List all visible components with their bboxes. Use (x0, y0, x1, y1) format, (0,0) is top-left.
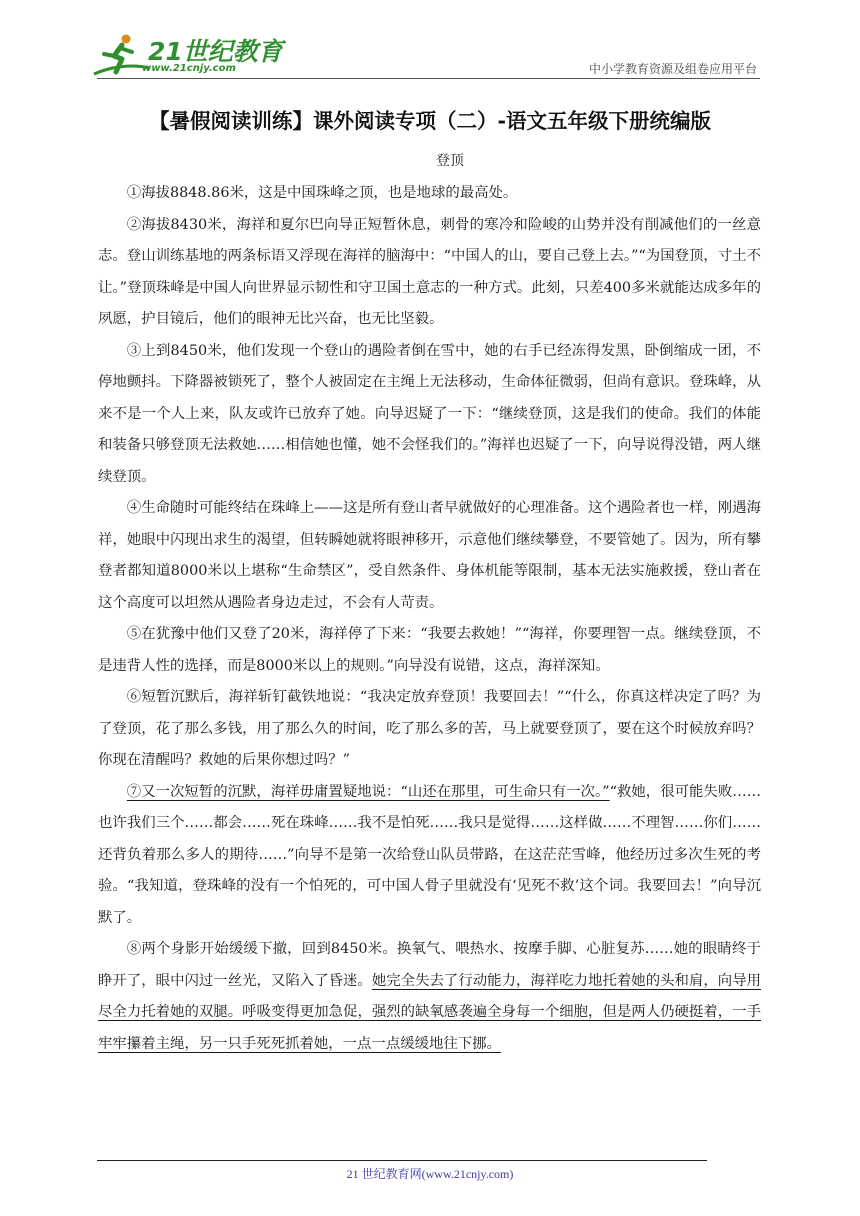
paragraph-1: ①海拔8848.86米，这是中国珠峰之顶，也是地球的最高处。 (126, 185, 518, 201)
paragraph-5: ⑤在犹豫中他们又登了20米，海祥停了下来：“我要去救她！”“海祥，你要理智一点。继续登顶，不是违背人性的选择，而是8000米以上的规则。”向导没有说错，这点，海祥深知。 (98, 626, 761, 674)
paragraph-6: ⑥短暂沉默后，海祥斩钉截铁地说：“我决定放弃登顶！我要回去！”“什么，你真这样决定了吗？为了登顶，花了那么多钱，用了那么久的时间，吃了那么多的苦，马上就要登顶了，要在这个时候放弃吗？你现在清醒吗？救她的后果你想过吗？” (98, 689, 761, 768)
page-header (0, 0, 860, 92)
article-title: 登顶 (436, 153, 464, 169)
platform-name: 中小学教育资源及组卷应用平台 (588, 62, 757, 76)
site-logo (92, 32, 283, 80)
paragraph-2: ②海拔8430米，海祥和夏尔巴向导正短暂休息，刺骨的寒冷和险峻的山势并没有削减他们的一丝意志。登山训练基地的两条标语又浮现在海祥的脑海中：“中国人的山，要自己登上去。”“为国登顶，寸土不让。”登顶珠峰是中国人向世界显示韧性和守卫国土意志的一种方式。此刻，只差400多米就能达成多年的夙愿，护目镜后，他们的眼神无比兴奋，也无比坚毅。 (98, 216, 761, 327)
document-title: 【暑假阅读训练】课外阅读专项（二）-语文五年级下册统编版 (148, 109, 711, 133)
paragraph-4: ④生命随时可能终结在珠峰上——这是所有登山者早就做好的心理准备。这个遇险者也一样，刚遇海祥，她眼中闪现出求生的渴望，但转瞬她就将眼神移开，示意他们继续攀登，不要管她了。因为，所有攀登者都知道8000米以上堪称“生命禁区”，受自然条件、身体机能等限制，基本无法实施救援，登山者在这个高度可以坦然从遇险者身边走过，不会有人苛责。 (98, 500, 761, 611)
logo-url: www.21cnjy.com (142, 63, 236, 74)
logo-text: 21世纪教育 (148, 37, 283, 66)
paragraph-3: ③上到8450米，他们发现一个登山的遇险者倒在雪中，她的右手已经冻得发黑，卧倒缩成一团，不停地颤抖。下降器被锁死了，整个人被固定在主绳上无法移动，生命体征微弱，但尚有意识。登珠峰，从来不是一个人上来，队友或许已放弃了她。向导迟疑了一下：“继续登顶，这是我们的使命。我们的体能和装备只够登顶无法救她……相信她也懂，她不会怪我们的。”海祥也迟疑了一下，向导说得没错，两人继续登顶。 (98, 342, 761, 485)
page-footer: 21 世纪教育网(www.21cnjy.com) (346, 1167, 514, 1181)
paragraph-7 (98, 777, 761, 935)
header-divider (97, 78, 760, 79)
article-body (98, 178, 761, 1060)
paragraph-8 (98, 934, 761, 1060)
underlined-sentence-8: 她完全失去了行动能力，海祥吃力地托着她的头和肩，向导用尽全力托着她的双腿。呼吸变得更加急促，强烈的缺氧感袭遍全身每一个细胞，但是两人仍硬挺着，一手牢牢攥着主绳，另一只手死死抓着她，一点一点缓缓地往下挪。 (98, 972, 761, 1052)
paragraph-7-rest: “救她，很可能失败……也许我们三个……都会……死在珠峰……我不是怕死……我只是觉得……这样做……不理智……你们……还背负着那么多人的期待……”向导不是第一次给登山队员带路，在这茫茫雪峰，他经历过多次生死的考验。“我知道，登珠峰的没有一个怕死的，可中国人骨子里就没有‘见死不救’这个词。我要回去！”向导沉默了。 (98, 783, 761, 926)
paragraph-8-start: ⑧两个身影开始缓缓下撤，回到8450米。换氧气、喂热水、按摩手脚、心脏复苏……她的眼睛终于睁开了，眼中闪过一丝光，又陷入了昏迷。 (98, 941, 761, 989)
footer-divider (97, 1160, 707, 1161)
underlined-sentence-7: ⑦又一次短暂的沉默，海祥毋庸置疑地说：“山还在那里，可生命只有一次。” (126, 783, 610, 800)
